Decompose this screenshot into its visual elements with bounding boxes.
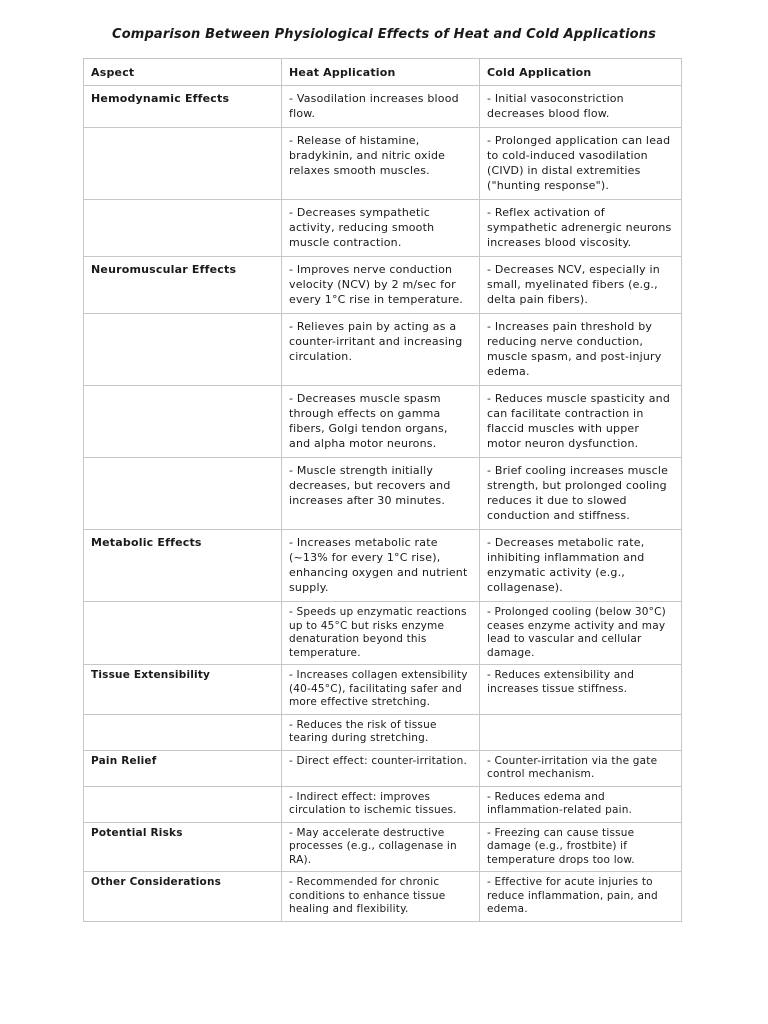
table-row xyxy=(84,750,682,786)
heat-cell: - Reduces the risk of tissue tearing during stretching. xyxy=(282,714,480,750)
heat-cell: - Relieves pain by acting as a counter-irritant and increasing circulation. xyxy=(282,314,480,386)
comparison-table xyxy=(83,58,682,922)
heat-cell: - Increases metabolic rate (~13% for every 1°C rise), enhancing oxygen and nutrient supply. xyxy=(282,530,480,602)
table-row xyxy=(84,786,682,822)
cold-cell: - Freezing can cause tissue damage (e.g., frostbite) if temperature drops too low. xyxy=(480,822,682,872)
header-heat-application: Heat Application xyxy=(282,59,480,86)
table-row xyxy=(84,872,682,922)
heat-cell: - Improves nerve conduction velocity (NCV) by 2 m/sec for every 1°C rise in temperature. xyxy=(282,257,480,314)
aspect-cell xyxy=(84,386,282,458)
heat-cell: - May accelerate destructive processes (e.g., collagenase in RA). xyxy=(282,822,480,872)
table-row xyxy=(84,386,682,458)
heat-cell: - Muscle strength initially decreases, but recovers and increases after 30 minutes. xyxy=(282,458,480,530)
aspect-cell: Metabolic Effects xyxy=(84,530,282,602)
heat-cell: - Increases collagen extensibility (40-45°C), facilitating safer and more effective stretching. xyxy=(282,665,480,715)
cold-cell: - Reduces muscle spasticity and can facilitate contraction in flaccid muscles with upper motor neuron dysfunction. xyxy=(480,386,682,458)
heat-cell: - Decreases muscle spasm through effects on gamma fibers, Golgi tendon organs, and alpha motor neurons. xyxy=(282,386,480,458)
cold-cell: - Prolonged cooling (below 30°C) ceases enzyme activity and may lead to vascular and cellular damage. xyxy=(480,602,682,665)
header-aspect: Aspect xyxy=(84,59,282,86)
cold-cell: - Decreases metabolic rate, inhibiting inflammation and enzymatic activity (e.g., collagenase). xyxy=(480,530,682,602)
table-row xyxy=(84,257,682,314)
aspect-cell xyxy=(84,314,282,386)
table-row xyxy=(84,602,682,665)
aspect-cell: Other Considerations xyxy=(84,872,282,922)
aspect-cell: Pain Relief xyxy=(84,750,282,786)
heat-cell: - Vasodilation increases blood flow. xyxy=(282,86,480,128)
aspect-cell xyxy=(84,786,282,822)
aspect-cell: Potential Risks xyxy=(84,822,282,872)
cold-cell: - Increases pain threshold by reducing nerve conduction, muscle spasm, and post-injury edema. xyxy=(480,314,682,386)
cold-cell: - Initial vasoconstriction decreases blood flow. xyxy=(480,86,682,128)
cold-cell: - Reduces extensibility and increases tissue stiffness. xyxy=(480,665,682,715)
table-row xyxy=(84,822,682,872)
heat-cell: - Indirect effect: improves circulation to ischemic tissues. xyxy=(282,786,480,822)
table-header-row xyxy=(84,59,682,86)
table-row xyxy=(84,86,682,128)
heat-cell: - Speeds up enzymatic reactions up to 45°C but risks enzyme denaturation beyond this temperature. xyxy=(282,602,480,665)
table-row xyxy=(84,128,682,200)
aspect-cell: Hemodynamic Effects xyxy=(84,86,282,128)
table-row xyxy=(84,665,682,715)
cold-cell: - Decreases NCV, especially in small, myelinated fibers (e.g., delta pain fibers). xyxy=(480,257,682,314)
aspect-cell: Tissue Extensibility xyxy=(84,665,282,715)
table-row xyxy=(84,714,682,750)
cold-cell: - Prolonged application can lead to cold-induced vasodilation (CIVD) in distal extremities ("hunting response"). xyxy=(480,128,682,200)
table-row xyxy=(84,530,682,602)
aspect-cell xyxy=(84,200,282,257)
heat-cell: - Decreases sympathetic activity, reducing smooth muscle contraction. xyxy=(282,200,480,257)
heat-cell: - Release of histamine, bradykinin, and nitric oxide relaxes smooth muscles. xyxy=(282,128,480,200)
cold-cell: - Reduces edema and inflammation-related pain. xyxy=(480,786,682,822)
table-row xyxy=(84,458,682,530)
aspect-cell xyxy=(84,458,282,530)
cold-cell xyxy=(480,714,682,750)
aspect-cell xyxy=(84,714,282,750)
cold-cell: - Effective for acute injuries to reduce inflammation, pain, and edema. xyxy=(480,872,682,922)
table-row xyxy=(84,314,682,386)
table-row xyxy=(84,200,682,257)
aspect-cell xyxy=(84,602,282,665)
aspect-cell: Neuromuscular Effects xyxy=(84,257,282,314)
aspect-cell xyxy=(84,128,282,200)
page-title: Comparison Between Physiological Effects of Heat and Cold Applications xyxy=(112,27,657,42)
heat-cell: - Recommended for chronic conditions to enhance tissue healing and flexibility. xyxy=(282,872,480,922)
heat-cell: - Direct effect: counter-irritation. xyxy=(282,750,480,786)
cold-cell: - Brief cooling increases muscle strength, but prolonged cooling reduces it due to slowed conduction and stiffness. xyxy=(480,458,682,530)
cold-cell: - Reflex activation of sympathetic adrenergic neurons increases blood viscosity. xyxy=(480,200,682,257)
cold-cell: - Counter-irritation via the gate control mechanism. xyxy=(480,750,682,786)
header-cold-application: Cold Application xyxy=(480,59,682,86)
